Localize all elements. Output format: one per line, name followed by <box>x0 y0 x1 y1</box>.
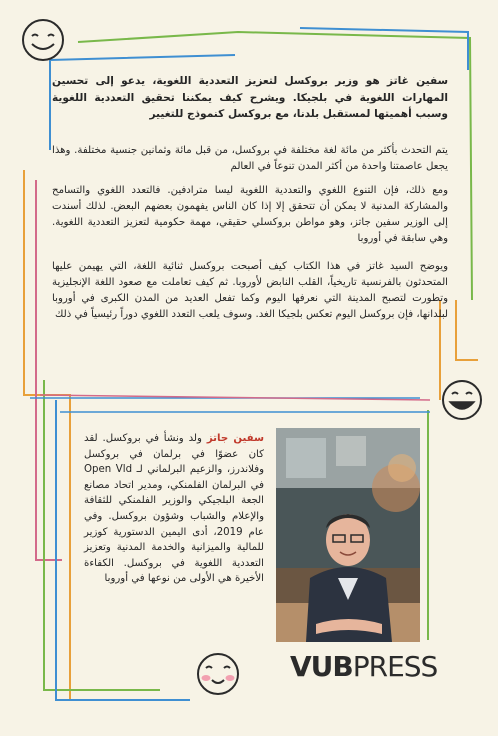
logo-press: PRESS <box>352 650 438 683</box>
logo-vub: VUB <box>290 650 353 683</box>
author-photo <box>276 428 420 642</box>
smiley-top-icon <box>23 20 63 60</box>
paragraph-1: يتم التحدث بأكثر من مائة لغة مختلفة في بروكسل، من قبل مائة وثمانين جنسية مختلفة. وهذا يجعل عاصمتنا واحدة من أكثر المدن تنوعاً في العالم <box>52 145 448 172</box>
vubpress-logo <box>290 650 438 683</box>
orange-line-left <box>24 170 70 700</box>
smiley-blush-icon <box>198 654 238 694</box>
smiley-laughing-icon <box>443 381 481 419</box>
author-photo-illustration <box>276 428 420 642</box>
paragraph-2: ومع ذلك، فإن التنوع اللغوي والتعددية اللغوية ليسا مترادفين. فالتعدد اللغوي والتسامح والمشاركة المدنية لا يمكن أن تتحقق إلا إذا كان الناس يفهمون بعضهم البعض. لذلك أسندت إلى الوزير سفين جاتز، وهو مواطن بروكسلي حقيقي، مهمة حكومية لتعزيز التعددية اللغوية. وهي سابقة في أوروبا <box>52 185 448 244</box>
author-bio <box>84 431 264 587</box>
author-name: سفين جاتز <box>206 433 264 444</box>
lead-paragraph: سفين غاتز هو وزير بروكسل لتعزيز التعددية اللغوية، يدعو إلى تحسين المهارات اللغوية في بلجيكا. ويشرح كيف يمكننا تحقيق التعددية اللغوية وسبب أهميتها لمستقبل بلدنا، مع بروكسل كنموذج للتغيير <box>52 75 448 120</box>
bottom-lines <box>30 398 430 412</box>
paragraph-3: ويوضح السيد غاتز في هذا الكتاب كيف أصبحت بروكسل ثنائية اللغة، التي يهيمن عليها المتحدثون بالفرنسية تاريخياً، القلب النابض لأوروبا. ثم كيف تعاملت مع صعود اللغة الإنجليزية وتطورت لتصبح المدينة التي نعرفها اليوم وكما تفعل العديد من المدن الكبرى في أوروبا لبلدانها، فإن بروكسل اليوم تعكس بلجيكا الغد. وسوف يلعب التعدد اللغوي دوراً رئيسياً في ذلك <box>52 261 448 320</box>
author-bio-text: ولد ونشأ في بروكسل. لقد كان عضوًا في برلمان في بروكسل وفلاندرز، والزعيم البرلماني لـ Open Vld في البرلمان الفلمنكي، ومدير اتحاد مصانع الجعة البلجيكي والوزير الفلمنكي للثقافة والإعلام والشباب وشؤون بروكسل. وفي عام 2019، أدى اليمين الدستورية كوزير للمالية والميزانية والخدمة المدنية وتعزيز التعددية اللغوية في بروكسل. الكفاءة الأخيرة هي الأولى من نوعها في أوروبا <box>84 433 265 585</box>
